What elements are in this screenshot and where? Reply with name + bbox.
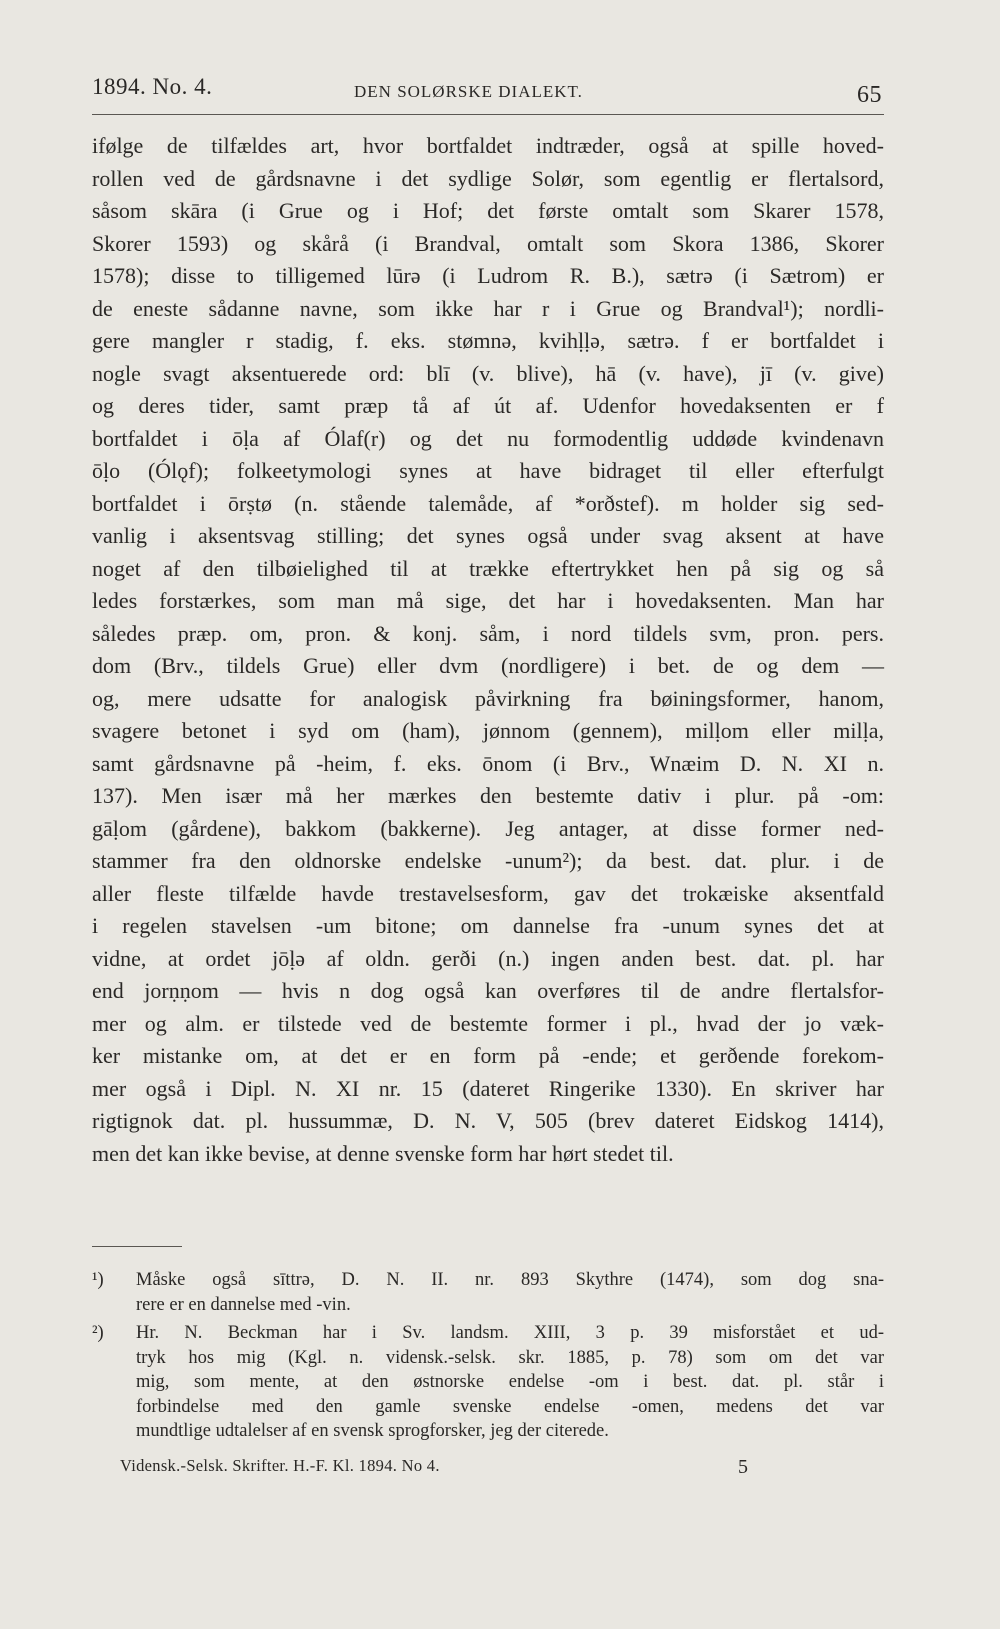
text-line: mer og alm. er tilstede ved de bestemte former i pl., hvad der jo væk- — [92, 1010, 884, 1036]
text-line: mer også i Dipl. N. XI nr. 15 (dateret Ringerike 1330). En skriver har — [92, 1075, 884, 1101]
signature-mark: 5 — [738, 1456, 749, 1478]
text-line: ledes forstærkes, som man må sige, det har i hovedaksenten. Man har — [92, 588, 884, 613]
footnote-line: mundtlige udtalelser af en svensk sprogforsker, jeg der citerede. — [136, 1421, 609, 1441]
footnote-line: forbindelse med den gamle svenske endelse -omen, medens det var — [136, 1396, 884, 1417]
footer-citation: Vidensk.-Selsk. Skrifter. H.-F. Kl. 1894. No 4. — [120, 1456, 440, 1475]
footnote — [92, 1321, 884, 1444]
text-line: gāḷom (gårdene), bakkom (bakkerne). Jeg antager, at disse former ned- — [92, 815, 884, 841]
footnote-line: tryk hos mig (Kgl. n. vidensk.-selsk. skr. 1885, p. 78) som om det var — [136, 1347, 884, 1368]
text-line: og deres tider, samt præp tå af út af. Udenfor hovedaksenten er f — [92, 393, 884, 418]
text-line: stammer fra den oldnorske endelske -unum²); da best. dat. plur. i de — [92, 848, 884, 873]
text-line: bortfaldet i ōrṣtø (n. stående talemåde, af *orðstef). m holder sig sed- — [92, 490, 884, 516]
text-line: de eneste sådanne navne, som ikke har r i Grue og Brandval¹); nordli- — [92, 295, 884, 321]
text-line: ōḷo (Ólǫf); folkeetymologi synes at have bidraget til eller efterfulgt — [92, 458, 884, 483]
text-line: 137). Men især må her mærkes den bestemte dativ i plur. på -om: — [92, 783, 884, 808]
page-footer — [120, 1456, 760, 1476]
header-rule — [92, 114, 884, 115]
text-line: gere mangler r stadig, f. eks. stømnə, kvihḷḷə, sætrə. f er bortfaldet i — [92, 328, 884, 353]
header-issue: 1894. No. 4. — [92, 74, 213, 99]
header-title: DEN SOLØRSKE DIALEKT. — [354, 82, 583, 101]
text-line: i regelen stavelsen -um bitone; om dannelse fra -unum synes det at — [92, 913, 884, 938]
footnote-line: rere er en dannelse med -vin. — [136, 1294, 351, 1315]
text-line: noget af den tilbøielighed til at trække eftertrykket hen på sig og så — [92, 555, 884, 581]
text-line: aller fleste tilfælde havde trestavelsesform, gav det trokæiske aksentfald — [92, 880, 884, 906]
footnote-line: Måske også sīttrə, D. N. II. nr. 893 Skythre (1474), som dog sna- — [136, 1270, 884, 1290]
text-line: således præp. om, pron. & konj. såm, i nord tildels svm, pron. pers. — [92, 620, 884, 646]
text-line: vidne, at ordet jōḷə af oldn. gerði (n.) ingen anden best. dat. pl. har — [92, 945, 884, 971]
footnotes — [92, 1268, 884, 1448]
text-line: nogle svagt aksentuerede ord: blī (v. blive), hā (v. have), jī (v. give) — [92, 360, 884, 386]
text-line: ifølge de tilfældes art, hvor bortfaldet indtræder, også at spille hoved- — [92, 133, 884, 158]
text-line: bortfaldet i ōḷa af Ólaf(r) og det nu formodentlig uddøde kvindenavn — [92, 425, 884, 451]
footnote — [92, 1268, 884, 1317]
text-line: samt gårdsnavne på -heim, f. eks. ōnom (i Brv., Wnæim D. N. XI n. — [92, 750, 884, 776]
text-line: end jorṇṇom — hvis n dog også kan overføres til de andre flertalsfor- — [92, 978, 884, 1003]
text-line: 1578); disse to tilligemed lūrə (i Ludrom R. B.), sætrə (i Sætrom) er — [92, 263, 884, 288]
footnote-mark: ²) — [92, 1323, 104, 1343]
text-line: og, mere udsatte for analogisk påvirkning fra bøiningsformer, hanom, — [92, 685, 884, 711]
text-line: rollen ved de gårdsnavne i det sydlige Solør, som egentlig er flertalsord, — [92, 165, 884, 191]
text-line: Skorer 1593) og skårå (i Brandval, omtalt som Skora 1386, Skorer — [92, 230, 884, 256]
text-line: rigtignok dat. pl. hussummæ, D. N. V, 505 (brev dateret Eidskog 1414), — [92, 1108, 884, 1133]
body-text — [92, 130, 884, 1170]
text-line: vanlig i aksentsvag stilling; det synes også under svag aksent at have — [92, 523, 884, 548]
footnote-rule — [92, 1246, 182, 1247]
text-line: svagere betonet i syd om (ham), jønnom (gennem), milḷom eller milḷa, — [92, 718, 884, 743]
text-line: ker mistanke om, at det er en form på -ende; et gerðende forekom- — [92, 1043, 884, 1068]
text-line: dom (Brv., tildels Grue) eller dvm (nordligere) i bet. de og dem — — [92, 653, 884, 678]
footnote-mark: ¹) — [92, 1270, 104, 1290]
text-line: men det kan ikke bevise, at denne svenske form har hørt stedet til. — [92, 1140, 674, 1166]
text-line: såsom skāra (i Grue og i Hof; det første omtalt som Skarer 1578, — [92, 198, 884, 223]
footnote-line: Hr. N. Beckman har i Sv. landsm. XIII, 3 p. 39 misforstået et ud- — [136, 1323, 884, 1343]
page-number: 65 — [857, 82, 882, 108]
running-header — [92, 74, 882, 108]
footnote-line: mig, som mente, at den østnorske endelse -om i best. dat. pl. står i — [136, 1372, 884, 1392]
